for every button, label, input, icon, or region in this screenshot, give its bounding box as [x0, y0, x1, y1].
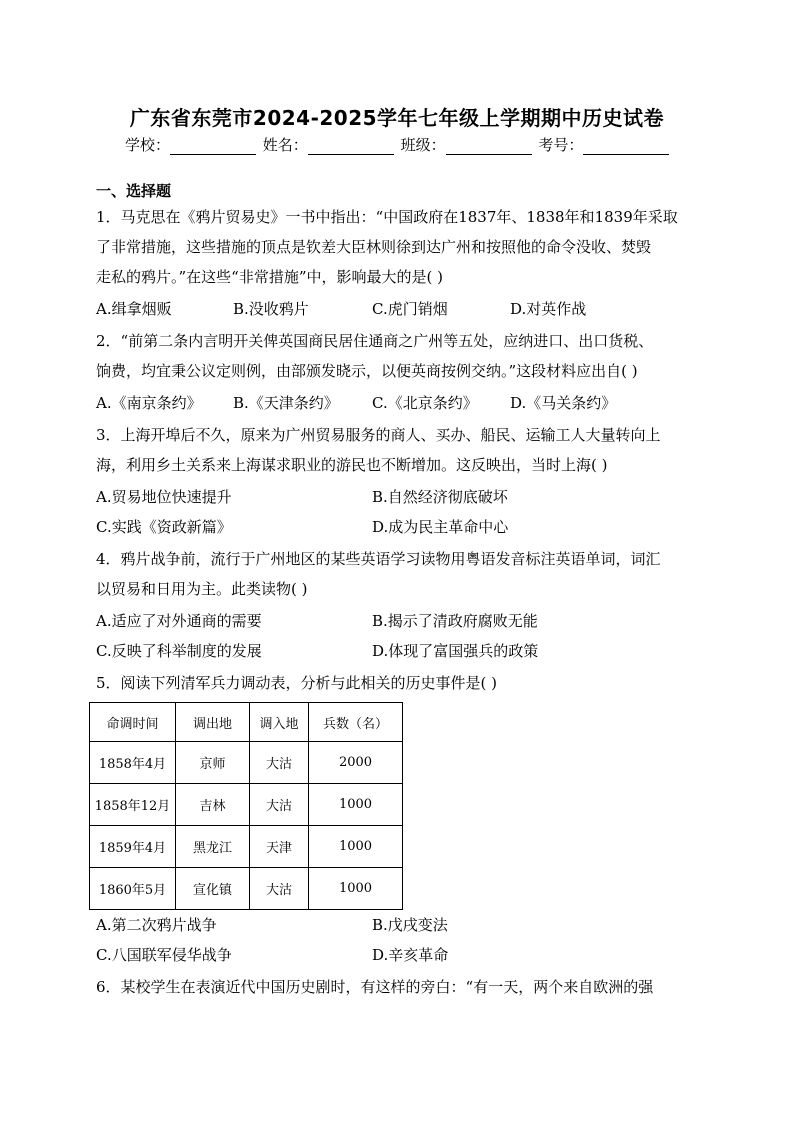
section-title: 一、选择题	[96, 182, 172, 200]
question-5-option-a[interactable]: A.第二次鸦片战争	[96, 916, 217, 934]
question-1-option-a[interactable]: A.缉拿烟贩	[96, 300, 172, 318]
question-3-option-b[interactable]: B.自然经济彻底破坏	[372, 488, 508, 506]
question-4-option-b[interactable]: B.揭示了清政府腐败无能	[372, 612, 538, 630]
question-5-line-1: 5．阅读下列清军兵力调动表，分析与此相关的历史事件是( )	[96, 674, 498, 692]
question-3-option-d[interactable]: D.成为民主革命中心	[372, 518, 509, 536]
question-2-option-a[interactable]: A.《南京条约》	[96, 394, 202, 412]
table-row	[90, 868, 403, 910]
school-blank[interactable]	[170, 140, 256, 155]
school-label: 学校：	[125, 136, 171, 154]
question-4-option-c[interactable]: C.反映了科举制度的发展	[96, 642, 262, 660]
question-2-option-c[interactable]: C.《北京条约》	[372, 394, 478, 412]
question-1-line-2: 了非常措施，这些措施的顶点是钦差大臣林则徐到达广州和按照他的命令没收、焚毁	[96, 238, 652, 256]
troop-deployment-table	[89, 702, 403, 910]
question-2-option-b[interactable]: B.《天津条约》	[233, 394, 339, 412]
question-2-line-1: 2．“前第二条内言明开关俾英国商民居住通商之广州等五处，应纳进口、出口货税、	[96, 332, 654, 350]
question-4-option-d[interactable]: D.体现了富国强兵的政策	[372, 642, 539, 660]
question-1-option-b[interactable]: B.没收鸦片	[233, 300, 309, 318]
question-3-option-c[interactable]: C.实践《资政新篇》	[96, 518, 232, 536]
question-1-option-d[interactable]: D.对英作战	[510, 300, 587, 318]
table-row	[90, 826, 403, 868]
class-label: 班级：	[400, 136, 446, 154]
table-header-cell: 命调时间	[90, 703, 176, 742]
table-cell: 黑龙江	[176, 826, 250, 868]
name-blank[interactable]	[308, 140, 394, 155]
table-cell: 大沽	[250, 742, 309, 784]
student-info-row	[125, 134, 671, 155]
name-label: 姓名：	[262, 136, 308, 154]
table-row	[90, 742, 403, 784]
question-4-line-1: 4．鸦片战争前，流行于广州地区的某些英语学习读物用粤语发音标注英语单词，词汇	[96, 550, 661, 568]
table-cell: 1859年4月	[90, 826, 176, 868]
table-header-cell: 兵数（名）	[309, 703, 403, 742]
table-cell: 大沽	[250, 868, 309, 910]
number-blank[interactable]	[583, 140, 669, 155]
question-3-line-2: 海，利用乡土关系来上海谋求职业的游民也不断增加。这反映出，当时上海( )	[96, 456, 608, 474]
question-1-line-3: 走私的鸦片。”在这些“非常措施”中，影响最大的是( )	[96, 268, 443, 286]
table-cell: 京师	[176, 742, 250, 784]
table-cell: 宣化镇	[176, 868, 250, 910]
question-4-option-a[interactable]: A.适应了对外通商的需要	[96, 612, 262, 630]
question-2-option-d[interactable]: D.《马关条约》	[510, 394, 617, 412]
question-2-line-2: 饷费，均宜秉公议定则例，由部颁发晓示，以便英商按例交纳。”这段材料应出自( )	[96, 362, 638, 380]
table-cell: 1860年5月	[90, 868, 176, 910]
table-cell: 1858年4月	[90, 742, 176, 784]
question-3-option-a[interactable]: A.贸易地位快速提升	[96, 488, 232, 506]
table-cell: 天津	[250, 826, 309, 868]
question-3-line-1: 3．上海开埠后不久，原来为广州贸易服务的商人、买办、船民、运输工人大量转向上	[96, 426, 661, 444]
question-5-option-c[interactable]: C.八国联军侵华战争	[96, 946, 232, 964]
question-4-line-2: 以贸易和日用为主。此类读物( )	[96, 580, 308, 598]
question-5-option-b[interactable]: B.戊戌变法	[372, 916, 448, 934]
number-label: 考号：	[538, 136, 584, 154]
question-1-line-1: 1．马克思在《鸦片贸易史》一书中指出：“中国政府在1837年、1838年和1839年采取	[96, 208, 678, 226]
table-header-cell: 调出地	[176, 703, 250, 742]
table-cell: 1000	[309, 826, 403, 868]
question-5-option-d[interactable]: D.辛亥革命	[372, 946, 449, 964]
question-1-option-c[interactable]: C.虎门销烟	[372, 300, 448, 318]
table-cell: 2000	[309, 742, 403, 784]
class-blank[interactable]	[446, 140, 532, 155]
table-header-cell: 调入地	[250, 703, 309, 742]
table-header-row	[90, 703, 403, 742]
table-row	[90, 784, 403, 826]
table-cell: 1000	[309, 784, 403, 826]
table-cell: 吉林	[176, 784, 250, 826]
exam-title: 广东省东莞市2024-2025学年七年级上学期期中历史试卷	[129, 106, 665, 130]
table-cell: 1000	[309, 868, 403, 910]
table-cell: 1858年12月	[90, 784, 176, 826]
question-6-line-1: 6．某校学生在表演近代中国历史剧时，有这样的旁白：“有一天，两个来自欧洲的强	[96, 978, 654, 996]
table-cell: 大沽	[250, 784, 309, 826]
